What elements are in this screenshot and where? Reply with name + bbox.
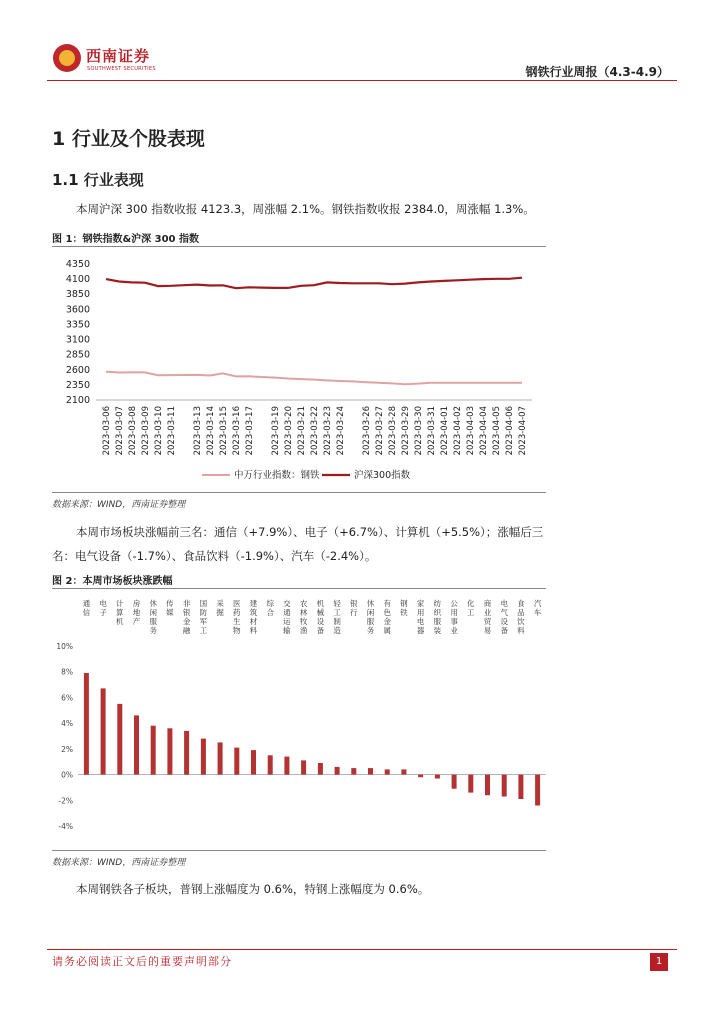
y-tick-label: 2600 xyxy=(65,364,90,376)
category-label: 化工 xyxy=(467,599,475,617)
x-tick-label: 2023-03-19 xyxy=(271,406,281,456)
y-tick-label: 0% xyxy=(61,770,73,780)
bar xyxy=(452,775,457,789)
x-tick-label: 2023-03-20 xyxy=(284,406,294,456)
report-title: 钢铁行业周报（4.3-4.9） xyxy=(525,65,669,79)
y-tick-label: 2350 xyxy=(65,379,90,391)
x-tick-label: 2023-03-08 xyxy=(128,406,138,456)
x-tick-label: 2023-03-16 xyxy=(232,406,242,456)
x-tick-label: 2023-03-27 xyxy=(375,406,385,456)
bar-chart xyxy=(52,592,546,848)
category-label: 休闲服务 xyxy=(149,599,157,635)
y-tick-label: 3850 xyxy=(65,289,90,301)
x-tick-label: 2023-03-06 xyxy=(102,406,112,456)
bar xyxy=(535,775,540,806)
x-tick-label: 2023-03-15 xyxy=(219,406,229,456)
y-tick-label: 4100 xyxy=(65,274,90,286)
category-label: 建筑材料 xyxy=(249,599,258,635)
category-label: 公用事业 xyxy=(450,599,458,635)
x-tick-label: 2023-03-29 xyxy=(401,406,411,456)
x-tick-label: 2023-03-26 xyxy=(362,406,372,456)
bar xyxy=(401,769,406,774)
section-heading: 1 行业及个股表现 xyxy=(52,128,205,150)
x-tick-label: 2023-03-28 xyxy=(388,406,398,456)
category-label: 国防军工 xyxy=(199,599,208,635)
category-label: 食品饮料 xyxy=(517,599,525,635)
category-label: 商业贸易 xyxy=(483,599,492,635)
x-tick-label: 2023-03-13 xyxy=(193,406,203,456)
figure-2-title: 图 2：本周市场板块涨跌幅 xyxy=(52,576,173,587)
line-chart xyxy=(52,250,546,490)
category-label: 汽车 xyxy=(533,599,542,617)
x-tick-label: 2023-04-05 xyxy=(492,406,502,456)
bar xyxy=(201,739,206,775)
figure-1-bottom-rule xyxy=(52,492,546,493)
logo-mark-inner xyxy=(59,50,75,66)
category-label: 休闲服务 xyxy=(366,599,375,635)
x-tick-label: 2023-04-06 xyxy=(505,406,515,456)
category-label: 电气设备 xyxy=(500,599,508,635)
bar xyxy=(184,731,189,775)
paragraph-subsector: 本周钢铁各子板块，普钢上涨幅度为 0.6%，特钢上涨幅度为 0.6%。 xyxy=(76,882,430,896)
y-tick-label: 8% xyxy=(61,667,73,677)
category-label: 综合 xyxy=(266,599,274,617)
page-number: 1 xyxy=(650,953,668,971)
category-label: 轻工制造 xyxy=(333,599,341,635)
y-tick-label: 2% xyxy=(61,744,73,754)
category-label: 房地产 xyxy=(132,599,141,626)
bar xyxy=(218,742,223,774)
figure-1-source: 数据来源：WIND，西南证券整理 xyxy=(52,500,186,510)
bar xyxy=(234,748,239,775)
bar xyxy=(268,755,273,774)
logo-subtext: SOUTHWEST SECURITIES xyxy=(87,66,156,72)
bar xyxy=(435,775,440,779)
header-rule xyxy=(47,80,677,81)
y-tick-label: 4350 xyxy=(65,259,90,270)
y-tick-label: -4% xyxy=(58,822,73,831)
category-label: 电子 xyxy=(99,599,107,617)
category-label: 传媒 xyxy=(166,599,174,617)
bar xyxy=(101,688,106,774)
x-tick-label: 2023-03-22 xyxy=(310,406,320,456)
series-line xyxy=(106,278,522,289)
bar xyxy=(418,775,423,778)
bar xyxy=(351,768,356,774)
category-label: 农林牧渔 xyxy=(299,599,308,635)
category-label: 银行 xyxy=(350,599,358,617)
category-label: 家用电器 xyxy=(416,599,425,635)
series-line xyxy=(106,372,522,385)
bar xyxy=(284,757,289,775)
y-tick-label: 6% xyxy=(61,693,73,703)
subsection-heading: 1.1 行业表现 xyxy=(52,171,144,189)
bar xyxy=(502,775,507,797)
bar xyxy=(385,769,390,774)
bar xyxy=(518,775,523,799)
bar xyxy=(134,715,139,774)
x-tick-label: 2023-04-03 xyxy=(466,406,476,456)
bar xyxy=(335,767,340,775)
category-label: 通信 xyxy=(82,599,91,617)
paragraph-index-summary: 本周沪深 300 指数收报 4123.3，周涨幅 2.1%。钢铁指数收报 2384.0，周涨幅 1.3%。 xyxy=(76,202,535,216)
bar xyxy=(368,768,373,774)
bar xyxy=(117,704,122,775)
figure-2-source: 数据来源：WIND，西南证券整理 xyxy=(52,858,186,868)
y-tick-label: 3100 xyxy=(65,334,90,346)
category-label: 纺织服装 xyxy=(433,599,442,635)
bar xyxy=(251,750,256,774)
footer-disclaimer: 请务必阅读正文后的重要声明部分 xyxy=(52,955,232,968)
y-tick-label: 3600 xyxy=(65,304,90,316)
x-tick-label: 2023-03-07 xyxy=(115,406,125,456)
x-tick-label: 2023-04-04 xyxy=(479,406,489,456)
y-tick-label: 2100 xyxy=(65,395,90,406)
category-label: 采掘 xyxy=(216,599,224,617)
x-tick-label: 2023-03-11 xyxy=(167,406,177,456)
category-label: 交通运输 xyxy=(283,599,291,635)
x-tick-label: 2023-04-07 xyxy=(518,406,528,456)
logo-text: 西南证券 xyxy=(86,47,151,65)
x-tick-label: 2023-03-30 xyxy=(414,406,424,456)
x-tick-label: 2023-04-01 xyxy=(440,406,450,456)
figure-1-top-rule xyxy=(52,246,546,247)
figure-2-top-rule xyxy=(52,588,546,589)
category-label: 非银金融 xyxy=(182,599,191,635)
x-tick-label: 2023-03-09 xyxy=(141,406,151,456)
x-tick-label: 2023-03-14 xyxy=(206,406,216,456)
category-label: 有色金属 xyxy=(383,599,391,635)
x-tick-label: 2023-03-10 xyxy=(154,406,164,456)
y-tick-label: 4% xyxy=(61,719,73,729)
category-label: 计算机 xyxy=(116,599,124,626)
legend-label: 沪深300指数 xyxy=(354,470,411,481)
paragraph-sector-ranking: 本周市场板块涨幅前三名：通信（+7.9%）、电子（+6.7%）、计算机（+5.5%）；涨幅后三名：电气设备（-1.7%）、食品饮料（-1.9%）、汽车（-2.4%）。 xyxy=(52,525,544,563)
category-label: 机械设备 xyxy=(316,599,325,635)
category-label: 钢铁 xyxy=(400,599,408,617)
x-tick-label: 2023-03-24 xyxy=(336,406,346,456)
bar xyxy=(151,726,156,775)
figure-1-title: 图 1：钢铁指数&沪深 300 指数 xyxy=(52,234,199,245)
y-tick-label: 3350 xyxy=(65,319,90,331)
x-tick-label: 2023-03-17 xyxy=(245,406,255,456)
bar xyxy=(485,775,490,796)
bar xyxy=(301,760,306,774)
bar xyxy=(84,673,89,775)
bar xyxy=(318,763,323,775)
figure-2-bottom-rule xyxy=(52,850,546,851)
y-tick-label: 2850 xyxy=(65,349,90,361)
legend-label: 中万行业指数：钢铁 xyxy=(234,470,320,481)
y-tick-label: -2% xyxy=(58,796,73,806)
y-tick-label: 10% xyxy=(56,642,73,651)
x-tick-label: 2023-04-02 xyxy=(453,406,463,456)
x-tick-label: 2023-03-31 xyxy=(427,406,437,456)
x-tick-label: 2023-03-21 xyxy=(297,406,307,456)
bar xyxy=(167,728,172,774)
footer-rule xyxy=(47,949,677,950)
x-tick-label: 2023-03-23 xyxy=(323,406,333,456)
category-label: 医药生物 xyxy=(233,599,241,635)
bar xyxy=(468,775,473,793)
